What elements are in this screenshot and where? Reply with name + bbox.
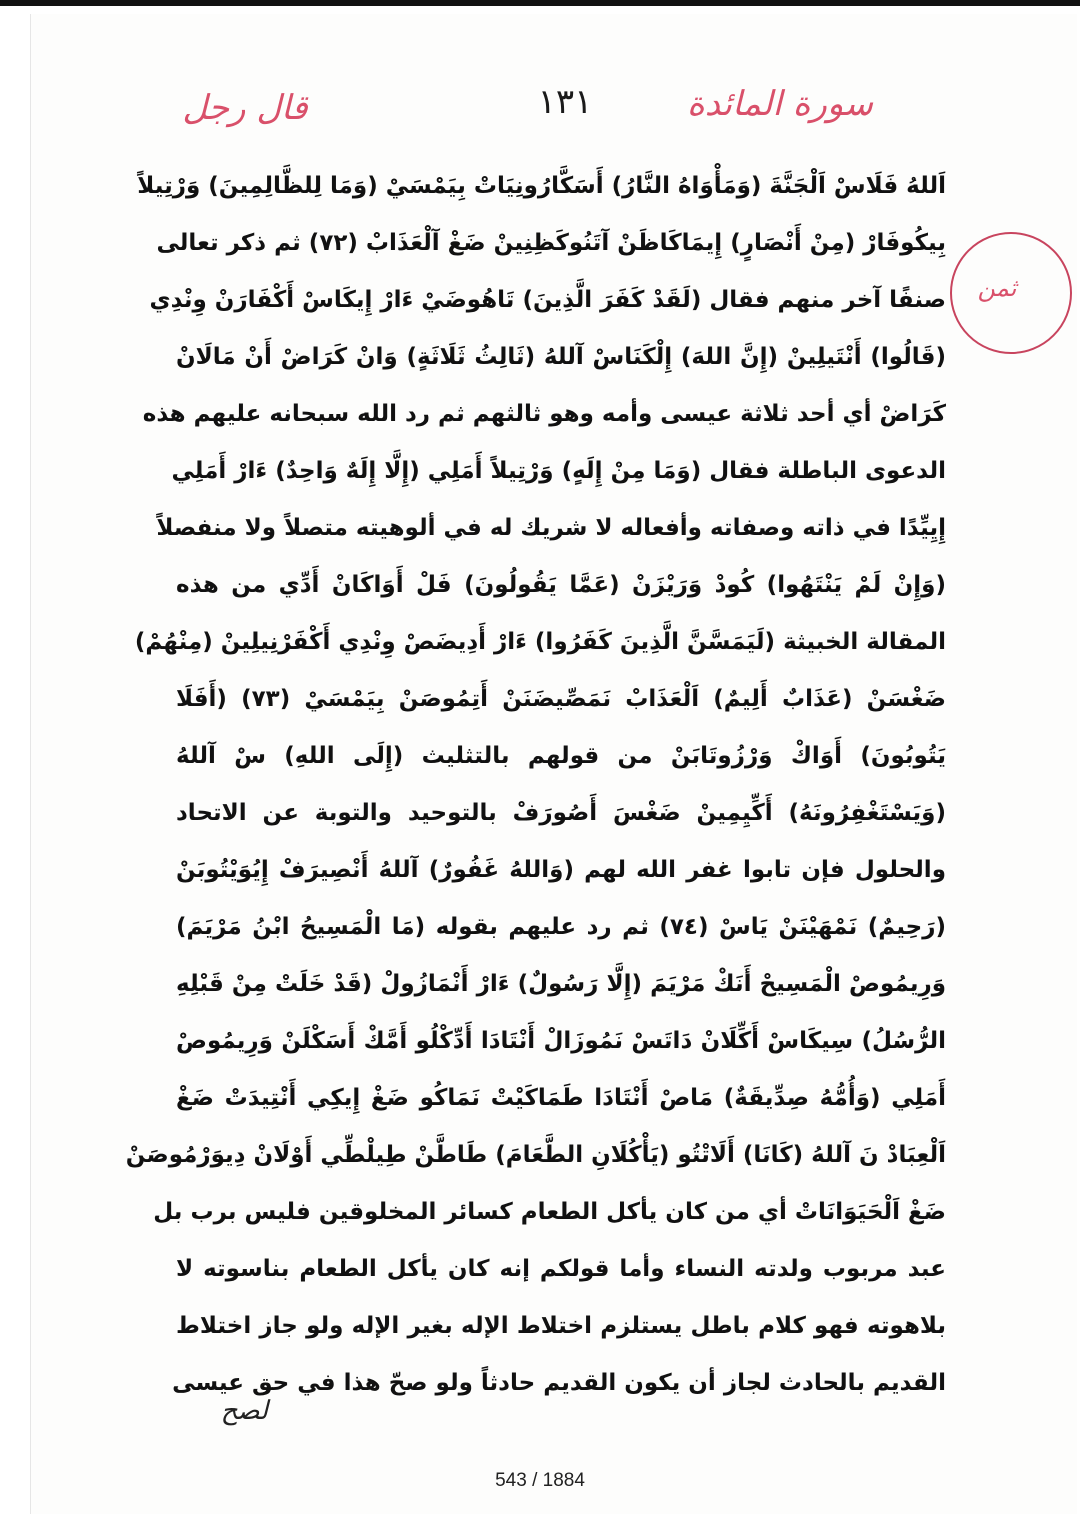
text-line: اَلْعِبَادْ نَ آللهُ (كَانَا) أَلَاتْتُو (يَأْكُلَانِ الطَّعَامَ) طَاطَّنْ طِيلْطِّي أَوْلَانْ دِيوَرْمُوصَنْ — [125, 1142, 946, 1168]
header-left-annotation: قال رجل — [182, 88, 308, 128]
top-border — [0, 0, 1080, 6]
text-line: كَرَاضْ أي أحد ثلاثة عيسى وأمه وهو ثالثهم ثم رد الله سبحانه عليهم هذه — [142, 401, 946, 427]
text-line: الدعوى الباطلة فقال (وَمَا مِنْ إِلَهٍ) وَرْتِيلاً أَمَلِي (إِلَّا إِلَهٌ وَاحِدٌ) ءَارْ أَمَلِي — [171, 458, 946, 484]
header-right-annotation: سورة المائدة — [686, 84, 874, 124]
text-line: الرُّسُلُ) سِيكَاسْ أَكِّلَانْ دَاتَسْ نَمُوزَالْ أَنْتَادَا أَدِّكْلُو أَمَّكْ أَسَكْلَنْ وَرِيمُوصْ — [176, 1028, 946, 1054]
text-line: اَللهُ فَلَاسْ اَلْجَنَّةَ (وَمَأْوَاهُ النَّارُ) أَسَكَّارُونِيَاتْ بِيَمْسَيْ (وَمَا لِلظَّالِمِينَ) وَرْتِيلاً — [137, 173, 946, 199]
text-line: (وَيَسْتَغْفِرُونَهُ) أَكِّيِمِينْ ضَغْسَ أَصُورَفْ بالتوحيد والتوبة عن الاتحاد — [176, 800, 946, 826]
text-line: والحلول فإن تابوا غفر الله لهم (وَاللهُ غَفُورٌ) آللهُ أَنْصِيرَفْ إِيُوَيْتُوبَنْ — [176, 857, 946, 883]
page-indicator: 543 / 1884 — [495, 1470, 585, 1491]
text-line: (قَالُوا) أَنْتَيلِينْ (إِنَّ اللهَ) إِلْكَنَاسْ آللهُ (ثَالِثُ ثَلَاثَةٍ) وَانْ كَرَاضْ أَنْ مَالَانْ — [176, 344, 946, 370]
margin-note: ثمن — [977, 274, 1017, 302]
text-line: عبد مربوب ولدته النساء وأما قولكم إنه كان يأكل الطعام بناسوته لا — [176, 1256, 946, 1282]
page-number: ١٣١ — [537, 82, 593, 122]
footer-handwritten-mark: لصح — [220, 1396, 268, 1426]
text-line: القديم بالحادث لجاز أن يكون القديم حادثاً ولو صحّ هذا في حق عيسى — [172, 1370, 946, 1396]
text-line: بلاهوته فهو كلام باطل يستلزم اختلاط الإله بغير الإله ولو جاز اختلاط — [176, 1313, 946, 1339]
text-line: المقالة الخبيثة (لَيَمَسَّنَّ الَّذِينَ كَفَرُوا) ءَارْ أَدِيضَصْ وِنْدِي أَكْفَرْنِيلِينْ (مِنْهُمْ) — [134, 629, 946, 655]
text-line: ضَغْ اَلْحَيَوَانَاتْ أي من كان يأكل الطعام كسائر المخلوقين فليس برب بل — [153, 1199, 946, 1225]
text-line: ضَغْسَنْ (عَذَابٌ أَلِيمٌ) اَلْعَذَابْ نَمَصِّيضَنَنْ أَتِمُوصَنْ بِيَمْسَيْ (٧٣) (أَفَلَا — [176, 686, 946, 712]
text-line: (رَحِيمٌ) نَمْهَيْنَنْ يَاسْ (٧٤) ثم رد عليهم بقوله (مَا الْمَسِيحُ ابْنُ مَرْيَمَ) — [176, 914, 946, 940]
text-line: أَمَلِي (وَأُمُّهُ صِدِّيقَةٌ) مَاصْ أَنْتَادَا طَمَاكَيْتْ نَمَاكُو ضَغْ إِيكِي أَنْتِيدَتْ ضَغْ — [176, 1085, 946, 1111]
text-line: إِيِيِّدًا في ذاته وصفاته وأفعاله لا شريك له في ألوهيته متصلاً ولا منفصلاً — [156, 515, 946, 541]
text-line: (وَإِنْ لَمْ يَنْتَهُوا) كُودْ وَرَيْزَنْ (عَمَّا يَقُولُونَ) فَلْ أَوَاكَانْ أَدِّي من هذه — [176, 572, 946, 598]
text-line: وَرِيمُوصْ الْمَسِيحْ أَنَكْ مَرْيَمَ (إِلَّا رَسُولٌ) ءَارْ أَنْمَازُولْ (قَدْ خَلَتْ مِنْ قَبْلِهِ — [176, 971, 946, 997]
body-text — [125, 158, 946, 1412]
text-line: صنفًا آخر منهم فقال (لَقَدْ كَفَرَ الَّذِينَ) تَاهُوضَيْ ءَارْ إِيكَاسْ أَكْفَارَنْ وِنْدِي — [149, 287, 946, 313]
text-line: يَتُوبُونَ) أَوَاكْ وَرْزُوتَابَنْ من قولهم بالتثليث (إِلَى اللهِ) سْ آللهُ — [176, 743, 946, 769]
text-line: بِيكُوفَارْ (مِنْ أَنْصَارٍ) إِيمَاكَاظَنْ آتَنُوكَظِنِينْ ضَغْ آلْعَذَابْ (٧٢) ثم ذكر تعالى — [156, 230, 946, 256]
